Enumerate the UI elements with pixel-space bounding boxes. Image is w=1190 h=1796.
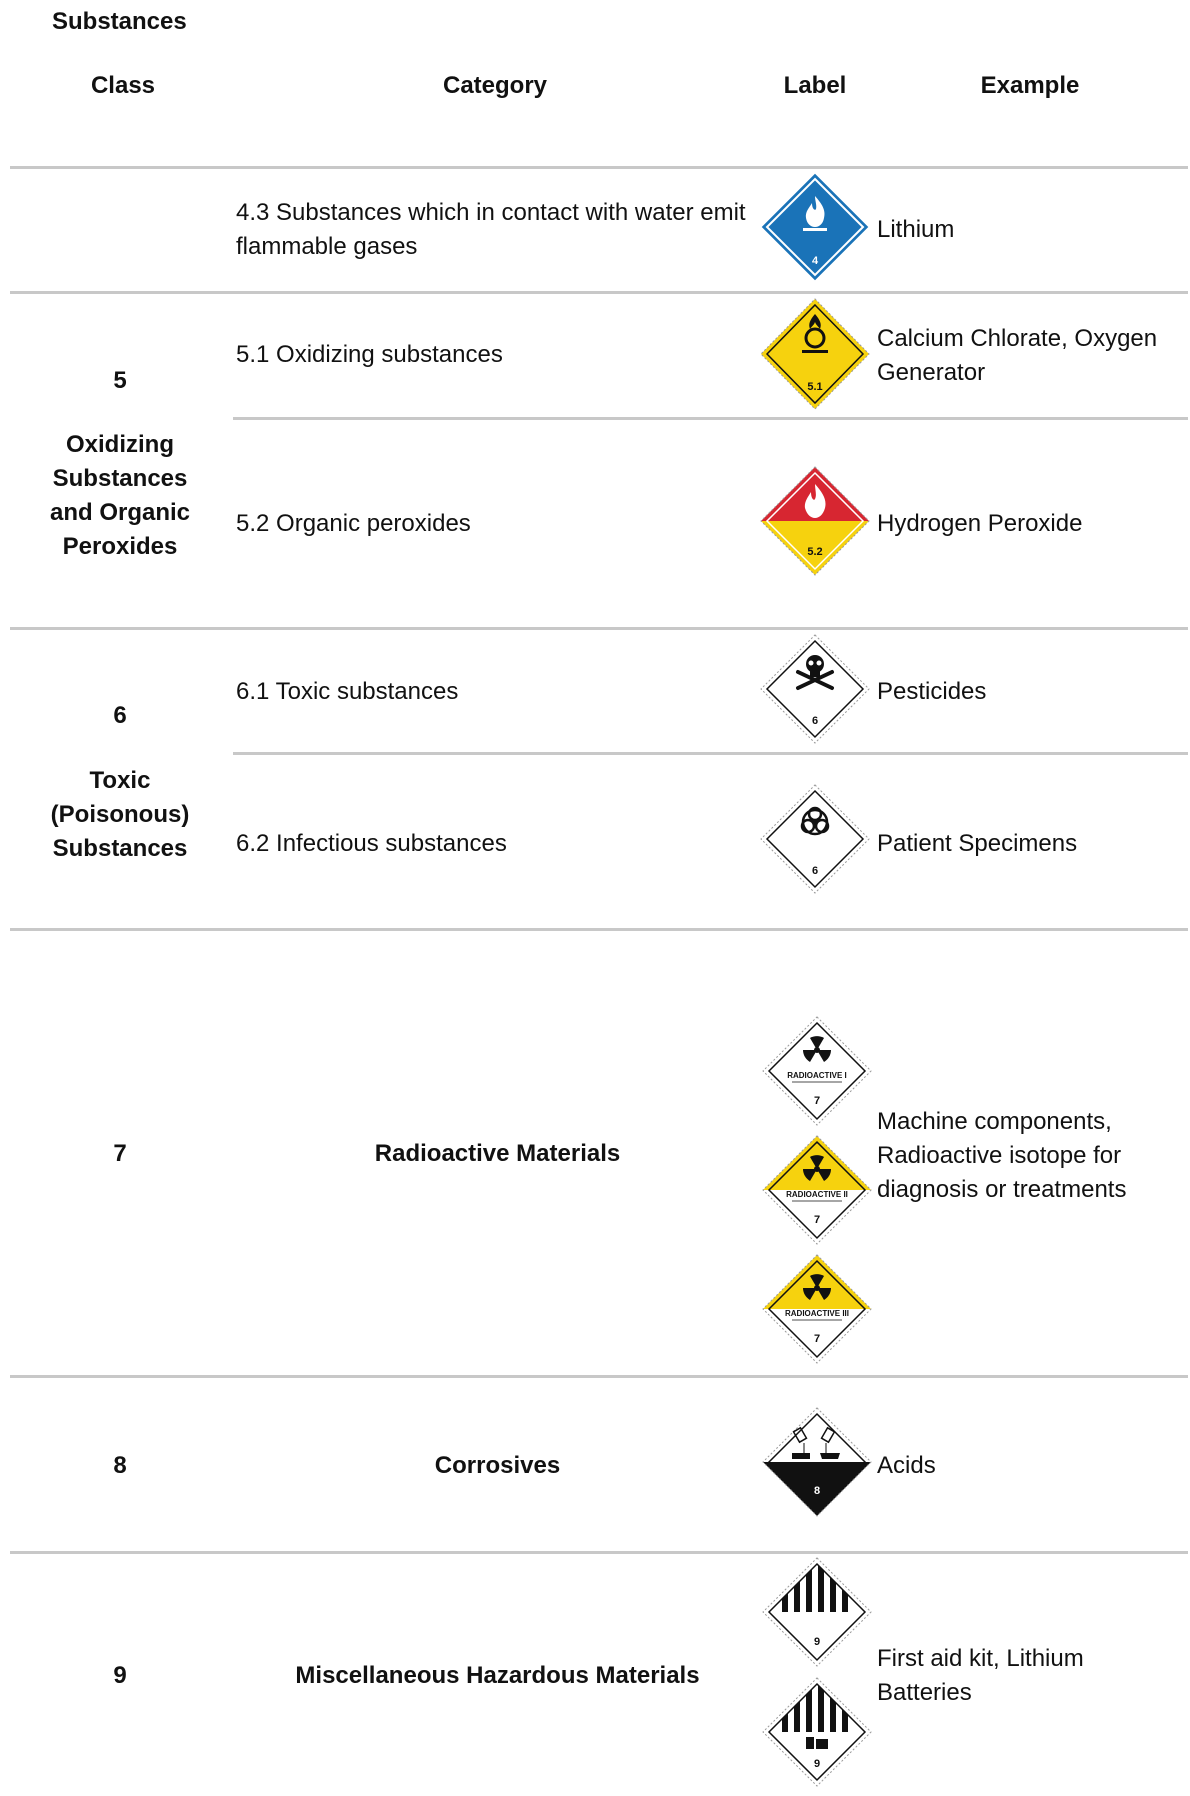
organic-peroxide-label-icon xyxy=(760,466,870,576)
header-class: Class xyxy=(90,72,156,99)
header-label: Label xyxy=(783,72,847,99)
header-category: Category xyxy=(442,72,548,99)
row-divider xyxy=(233,752,1188,755)
infectious-label-icon xyxy=(760,784,870,894)
example-6-1: Pesticides xyxy=(877,678,987,705)
class-6-number: 6 xyxy=(113,702,127,729)
label-number: 6 xyxy=(811,715,819,727)
category-5-2: 5.2 Organic peroxides xyxy=(236,510,471,537)
example-9: First aid kit, Lithium Batteries xyxy=(877,1645,1084,1706)
radioactive-iii-label-icon xyxy=(762,1254,872,1364)
example-5-1: Calcium Chlorate, Oxygen Generator xyxy=(877,325,1158,386)
label-number: 9 xyxy=(813,1636,821,1648)
label-number: 7 xyxy=(813,1095,821,1107)
row-divider xyxy=(10,1551,1188,1554)
row-divider xyxy=(10,291,1188,294)
class-6-name: Toxic (Poisonous) Substances xyxy=(50,767,190,862)
category-7: Radioactive Materials xyxy=(374,1140,621,1167)
example-8: Acids xyxy=(877,1452,936,1479)
category-6-1: 6.1 Toxic substances xyxy=(236,678,459,705)
category-4-3: 4.3 Substances which in contact with water emit flammable gases xyxy=(236,199,746,260)
category-8: Corrosives xyxy=(434,1452,561,1479)
row-divider xyxy=(10,166,1188,169)
class-9-number: 9 xyxy=(113,1662,127,1689)
class-5-number: 5 xyxy=(113,367,127,394)
category-9: Miscellaneous Hazardous Materials xyxy=(295,1662,700,1689)
label-number: 9 xyxy=(813,1758,821,1770)
label-number: 4 xyxy=(811,255,819,267)
row-divider xyxy=(10,627,1188,630)
class-8-number: 8 xyxy=(113,1452,127,1479)
corrosive-label-icon xyxy=(762,1407,872,1517)
radioactive-ii-label-icon xyxy=(762,1135,872,1245)
label-number: 7 xyxy=(813,1333,821,1345)
example-7: Machine components, Radioactive isotope for diagnosis or treatments xyxy=(877,1108,1127,1203)
class-5-name: Oxidizing Substances and Organic Peroxides xyxy=(49,431,191,560)
label-number: 6 xyxy=(811,865,819,877)
row-divider xyxy=(233,417,1188,420)
lithium-battery-label-icon xyxy=(762,1677,872,1787)
miscellaneous-label-icon xyxy=(762,1557,872,1667)
radioactive-i-label-icon xyxy=(762,1016,872,1126)
label-number: 8 xyxy=(813,1485,821,1497)
label-number: 5.1 xyxy=(807,381,823,393)
label-text: RADIOACTIVE I xyxy=(787,1071,847,1080)
label-number: 7 xyxy=(813,1214,821,1226)
table-title: Substances xyxy=(52,8,187,35)
category-6-2: 6.2 Infectious substances xyxy=(236,830,507,857)
example-5-2: Hydrogen Peroxide xyxy=(877,510,1083,537)
dangerous-when-wet-label-icon xyxy=(760,172,870,282)
label-text: RADIOACTIVE III xyxy=(784,1309,850,1318)
example-4-3: Lithium xyxy=(877,216,955,243)
category-5-1: 5.1 Oxidizing substances xyxy=(236,341,503,368)
toxic-label-icon xyxy=(760,634,870,744)
label-text: RADIOACTIVE II xyxy=(786,1190,848,1199)
row-divider xyxy=(10,928,1188,931)
label-number: 5.2 xyxy=(807,546,823,558)
header-example: Example xyxy=(980,72,1080,99)
example-6-2: Patient Specimens xyxy=(877,830,1078,857)
row-divider xyxy=(10,1375,1188,1378)
class-7-number: 7 xyxy=(113,1140,127,1167)
oxidizer-label-icon xyxy=(760,298,870,410)
